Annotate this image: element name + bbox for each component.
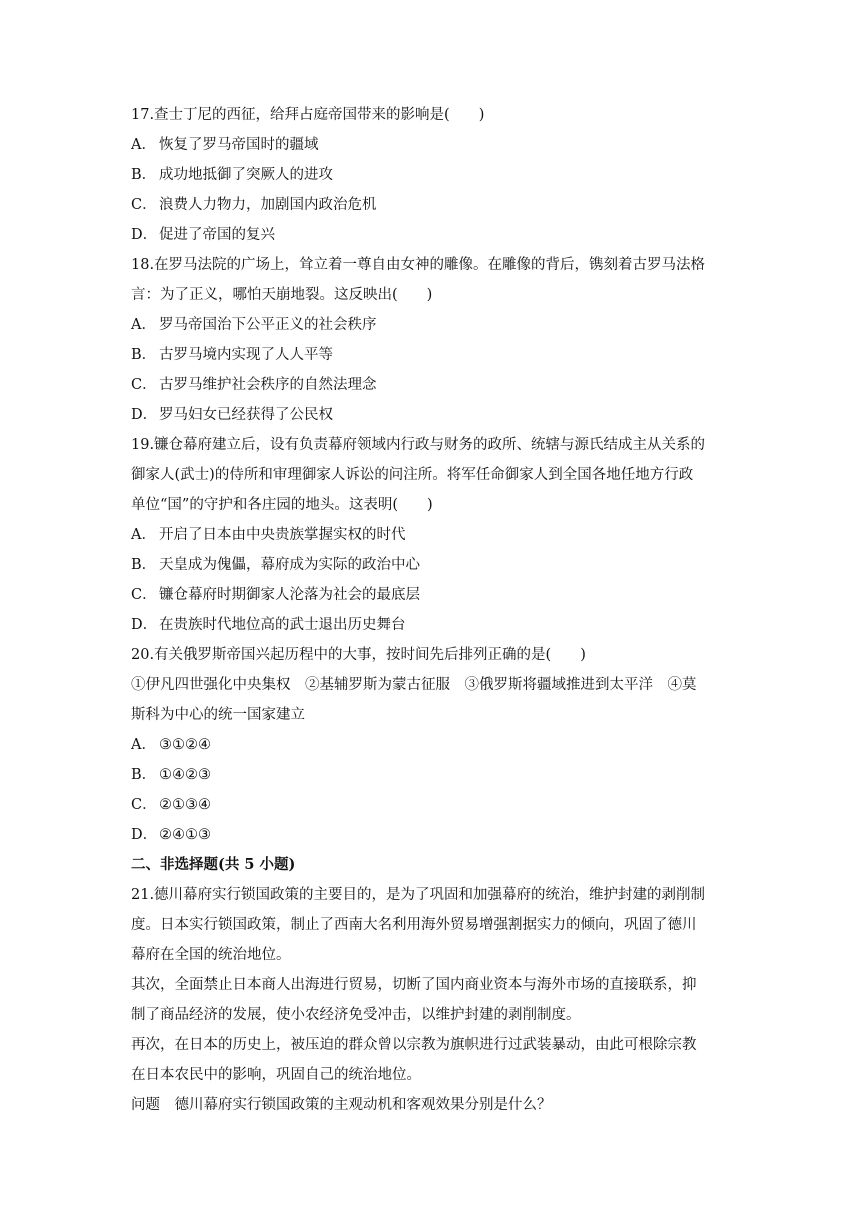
option-letter: A． <box>131 317 156 333</box>
paragraph-line: 在日本农民中的影响，巩固自己的统治地位。 <box>131 1067 421 1083</box>
option-a <box>131 520 735 550</box>
question-prompt: 问题 德川幕府实行锁国政策的主观动机和客观效果分别是什么？ <box>131 1097 552 1113</box>
paragraph-line: 幕府在全国的统治地位。 <box>131 947 291 963</box>
question-stem-line: 18.在罗马法院的广场上，耸立着一尊自由女神的雕像。在雕像的背后，镌刻着古罗马法格 <box>131 257 706 273</box>
option-text: 天皇成为傀儡，幕府成为实际的政治中心 <box>159 557 420 573</box>
option-text: ③①②④ <box>159 737 211 753</box>
question-stem-line: 单位“国”的守护和各庄园的地头。这表明( ) <box>131 497 433 513</box>
question-stem-line: 言：为了正义，哪怕天崩地裂。这反映出( ) <box>131 287 433 303</box>
paragraph-line: 制了商品经济的发展，使小农经济免受冲击，以维护封建的剥削制度。 <box>131 1007 581 1023</box>
option-text: ②①③④ <box>159 797 211 813</box>
option-text: 古罗马境内实现了人人平等 <box>159 347 333 363</box>
option-text: ②④①③ <box>159 827 211 843</box>
option-c <box>131 190 735 220</box>
option-letter: B． <box>131 557 157 573</box>
question-stem-line: 御家人(武士)的侍所和审理御家人诉讼的问注所。将军任命御家人到全国各地任地方行政 <box>131 467 694 483</box>
option-letter: D． <box>131 227 158 243</box>
option-text: 促进了帝国的复兴 <box>159 227 275 243</box>
option-b <box>131 550 735 580</box>
option-text: 浪费人力物力，加剧国内政治危机 <box>159 197 377 213</box>
question-19 <box>131 430 735 640</box>
section-title: 二、非选择题(共 5 小题) <box>131 856 296 873</box>
question-20 <box>131 640 735 850</box>
document-content <box>131 100 735 1120</box>
option-a <box>131 310 735 340</box>
paragraph-line: 度。日本实行锁国政策，制止了西南大名利用海外贸易增强割据实力的倾向，巩固了德川 <box>131 917 697 933</box>
option-letter: A． <box>131 527 156 543</box>
option-text: 成功地抵御了突厥人的进攻 <box>159 167 333 183</box>
option-b <box>131 760 735 790</box>
question-18 <box>131 250 735 430</box>
option-text: 罗马帝国治下公平正义的社会秩序 <box>159 317 377 333</box>
option-b <box>131 160 735 190</box>
option-c <box>131 580 735 610</box>
option-letter: B． <box>131 347 157 363</box>
question-17 <box>131 100 735 250</box>
option-c <box>131 370 735 400</box>
option-text: 开启了日本由中央贵族掌握实权的时代 <box>159 527 406 543</box>
option-letter: A． <box>131 737 156 753</box>
question-stem-line: 20.有关俄罗斯帝国兴起历程中的大事，按时间先后排列正确的是( ) <box>131 647 586 663</box>
option-text: 在贵族时代地位高的武士退出历史舞台 <box>159 617 406 633</box>
option-text: 镰仓幕府时期御家人沦落为社会的最底层 <box>159 587 420 603</box>
paragraph-line: 再次，在日本的历史上，被压迫的群众曾以宗教为旗帜进行过武装暴动，由此可根除宗教 <box>131 1037 697 1053</box>
paragraph-line: 其次，全面禁止日本商人出海进行贸易，切断了国内商业资本与海外市场的直接联系，抑 <box>131 977 697 993</box>
option-letter: D． <box>131 617 158 633</box>
option-d <box>131 400 735 430</box>
option-d <box>131 610 735 640</box>
option-letter: C． <box>131 587 157 603</box>
option-text: 古罗马维护社会秩序的自然法理念 <box>159 377 377 393</box>
option-letter: B． <box>131 767 157 783</box>
option-text: ①④②③ <box>159 767 211 783</box>
option-c <box>131 790 735 820</box>
option-text: 罗马妇女已经获得了公民权 <box>159 407 333 423</box>
option-a <box>131 130 735 160</box>
option-letter: A． <box>131 137 156 153</box>
option-letter: C． <box>131 197 157 213</box>
option-d <box>131 220 735 250</box>
question-stem-line: 19.镰仓幕府建立后，设有负责幕府领域内行政与财务的政所、统辖与源氏结成主从关系的 <box>131 437 706 453</box>
option-text: 恢复了罗马帝国时的疆域 <box>159 137 319 153</box>
option-letter: C． <box>131 797 157 813</box>
paragraph-line: 21.德川幕府实行锁国政策的主要目的，是为了巩固和加强幕府的统治，维护封建的剥削制 <box>131 887 706 903</box>
option-letter: B． <box>131 167 157 183</box>
question-stem-line: 斯科为中心的统一国家建立 <box>131 707 305 723</box>
option-letter: D． <box>131 407 158 423</box>
question-stem: 17.查士丁尼的西征，给拜占庭帝国带来的影响是( ) <box>131 107 485 123</box>
option-letter: D． <box>131 827 158 843</box>
option-letter: C． <box>131 377 157 393</box>
question-stem-line: ①伊凡四世强化中央集权 ②基辅罗斯为蒙古征服 ③俄罗斯将疆域推进到太平洋 ④莫 <box>131 677 697 693</box>
option-d <box>131 820 735 850</box>
option-b <box>131 340 735 370</box>
question-21 <box>131 880 735 1120</box>
option-a <box>131 730 735 760</box>
